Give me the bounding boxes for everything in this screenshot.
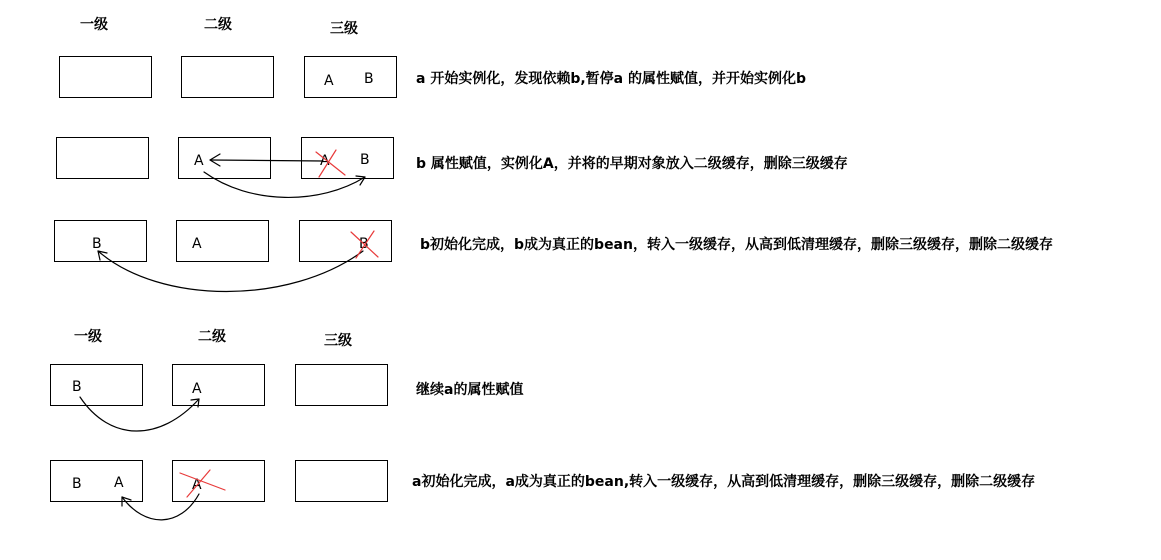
step4-level1-item-b: B <box>72 379 82 395</box>
step2-level3-item-b: B <box>360 152 370 168</box>
step5-level1-item-b: B <box>72 476 82 492</box>
step5-move-curve <box>122 494 199 520</box>
step2-reference-arrowhead <box>356 176 365 185</box>
header-level1: 一级 <box>80 17 108 33</box>
step2-level3-a-strike-2 <box>319 150 336 177</box>
step2-description: b 属性赋值，实例化A，并将的早期对象放入二级缓存，删除三级缓存 <box>416 156 848 172</box>
header-level3-section2: 三级 <box>324 333 352 349</box>
step2-level3-item-a: A <box>320 153 330 169</box>
step3-level2-item-a: A <box>192 236 202 252</box>
step3-description: b初始化完成，b成为真正的bean，转入一级缓存，从高到低清理缓存，删除三级缓存，删除二级缓存 <box>420 237 1053 253</box>
step3-level3-b-strike-2 <box>356 231 374 258</box>
step3-level3-item-b: B <box>359 236 369 252</box>
header-level2-section2: 二级 <box>198 329 226 345</box>
step3-move-curve <box>98 251 363 292</box>
step5-level1-item-a: A <box>114 475 124 491</box>
step5-level2-item-a: A <box>192 477 202 493</box>
step4-description: 继续a的属性赋值 <box>416 382 524 398</box>
step1-level3-item-a: A <box>324 73 334 89</box>
header-level1-section2: 一级 <box>74 329 102 345</box>
step4-level2-item-a: A <box>192 381 202 397</box>
step4-reference-curve <box>80 397 199 431</box>
step5-description: a初始化完成，a成为真正的bean,转入一级缓存，从高到低清理缓存，删除三级缓存，删除二级缓存 <box>412 474 1036 490</box>
step1-description: a 开始实例化，发现依赖b,暂停a 的属性赋值，并开始实例化b <box>416 71 807 87</box>
step2-reference-curve <box>204 172 365 197</box>
header-level3: 三级 <box>330 21 358 37</box>
step3-level1-item-b: B <box>92 236 102 252</box>
step2-level3-a-strike <box>316 152 345 175</box>
step2-level2-item-a: A <box>194 153 204 169</box>
step5-level2-a-strike <box>180 473 225 490</box>
header-level2: 二级 <box>204 17 232 33</box>
step2-move-arrow <box>210 160 323 161</box>
step1-level3-item-b: B <box>364 71 374 87</box>
